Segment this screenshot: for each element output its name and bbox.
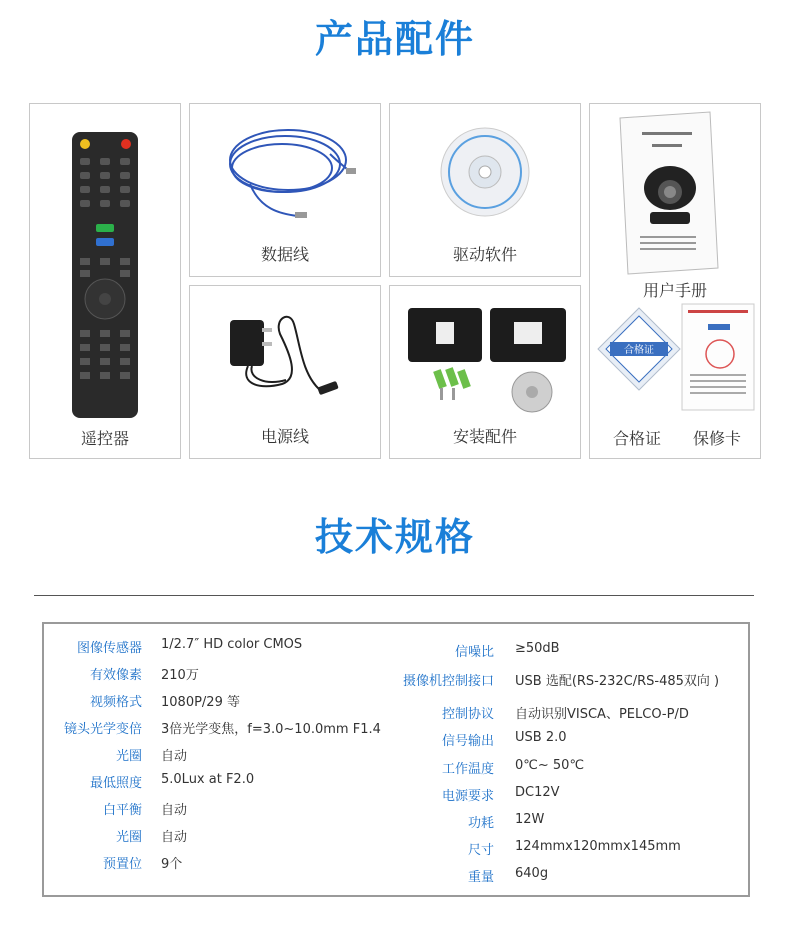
spec-value: 3倍光学变焦，f=3.0~10.0mm F1.4: [161, 722, 381, 737]
spec-value: 124mmx120mmx145mm: [515, 839, 681, 854]
section-divider: [34, 595, 754, 596]
spec-value: 210万: [161, 668, 199, 683]
spec-label: 光圈: [115, 830, 142, 845]
mount-caption: 安装配件: [452, 427, 517, 446]
section-title-accessories: 产品配件: [314, 17, 475, 61]
spec-value: USB 选配(RS-232C/RS-485双向 ): [515, 674, 720, 689]
spec-value: 自动识别VISCA、PELCO-P/D: [515, 707, 689, 722]
spec-value: 自动: [161, 803, 188, 818]
spec-label: 预置位: [102, 857, 142, 872]
spec-label: 信号输出: [441, 734, 494, 749]
spec-label: 信噪比: [454, 645, 494, 660]
driver-card: [389, 103, 581, 277]
spec-value: 自动: [161, 830, 188, 845]
spec-table: [42, 622, 750, 897]
warranty-card-image: [678, 302, 758, 412]
manual-card: [589, 103, 761, 459]
spec-label: 有效像素: [89, 668, 142, 683]
spec-value: 9个: [161, 857, 183, 872]
spec-label: 最低照度: [89, 776, 142, 791]
spec-label: 尺寸: [467, 843, 494, 858]
remote-caption: 遥控器: [80, 429, 129, 448]
power-cable-card: [189, 285, 381, 459]
certificate-badge-text: 合格证: [624, 345, 654, 356]
data-cable-card: [189, 103, 381, 277]
spec-label: 图像传感器: [76, 641, 142, 656]
spec-value: 5.0Lux at F2.0: [161, 772, 255, 787]
spec-label: 工作温度: [441, 762, 494, 777]
spec-label: 功耗: [467, 816, 494, 831]
spec-label: 重量: [467, 870, 494, 885]
spec-value: 0℃~ 50℃: [515, 758, 585, 773]
spec-value: USB 2.0: [515, 730, 567, 745]
remote-control-image: [30, 124, 180, 424]
spec-value: ≥50dB: [515, 641, 560, 656]
cd-disc-image: [390, 114, 580, 234]
spec-label: 电源要求: [441, 789, 494, 804]
data-cable-image: [190, 114, 380, 234]
spec-value: 1/2.7″ HD color CMOS: [161, 637, 303, 652]
spec-label: 摄像机控制接口: [402, 674, 494, 689]
warranty-caption: 保修卡: [692, 429, 741, 448]
power-adapter-image: [190, 294, 380, 414]
certificate-caption: 合格证: [612, 429, 661, 448]
data-cable-caption: 数据线: [260, 245, 309, 264]
driver-caption: 驱动软件: [452, 245, 517, 264]
spec-label: 视频格式: [89, 695, 142, 710]
spec-value: 自动: [161, 749, 188, 764]
mount-kit-image: [390, 292, 580, 422]
spec-label: 控制协议: [441, 707, 494, 722]
user-manual-image: [590, 108, 760, 278]
spec-value: 1080P/29 等: [161, 695, 240, 710]
spec-label: 镜头光学变倍: [63, 722, 142, 737]
manual-caption: 用户手册: [642, 281, 707, 300]
certificate-image: [594, 304, 684, 394]
spec-label: 光圈: [115, 749, 142, 764]
spec-value: 640g: [515, 866, 549, 881]
spec-label: 白平衡: [102, 803, 142, 818]
mount-card: [389, 285, 581, 459]
power-cable-caption: 电源线: [260, 427, 309, 446]
section-title-specs: 技术规格: [314, 515, 475, 559]
remote-card: [29, 103, 181, 459]
spec-value: 12W: [515, 812, 545, 827]
spec-value: DC12V: [515, 785, 560, 800]
